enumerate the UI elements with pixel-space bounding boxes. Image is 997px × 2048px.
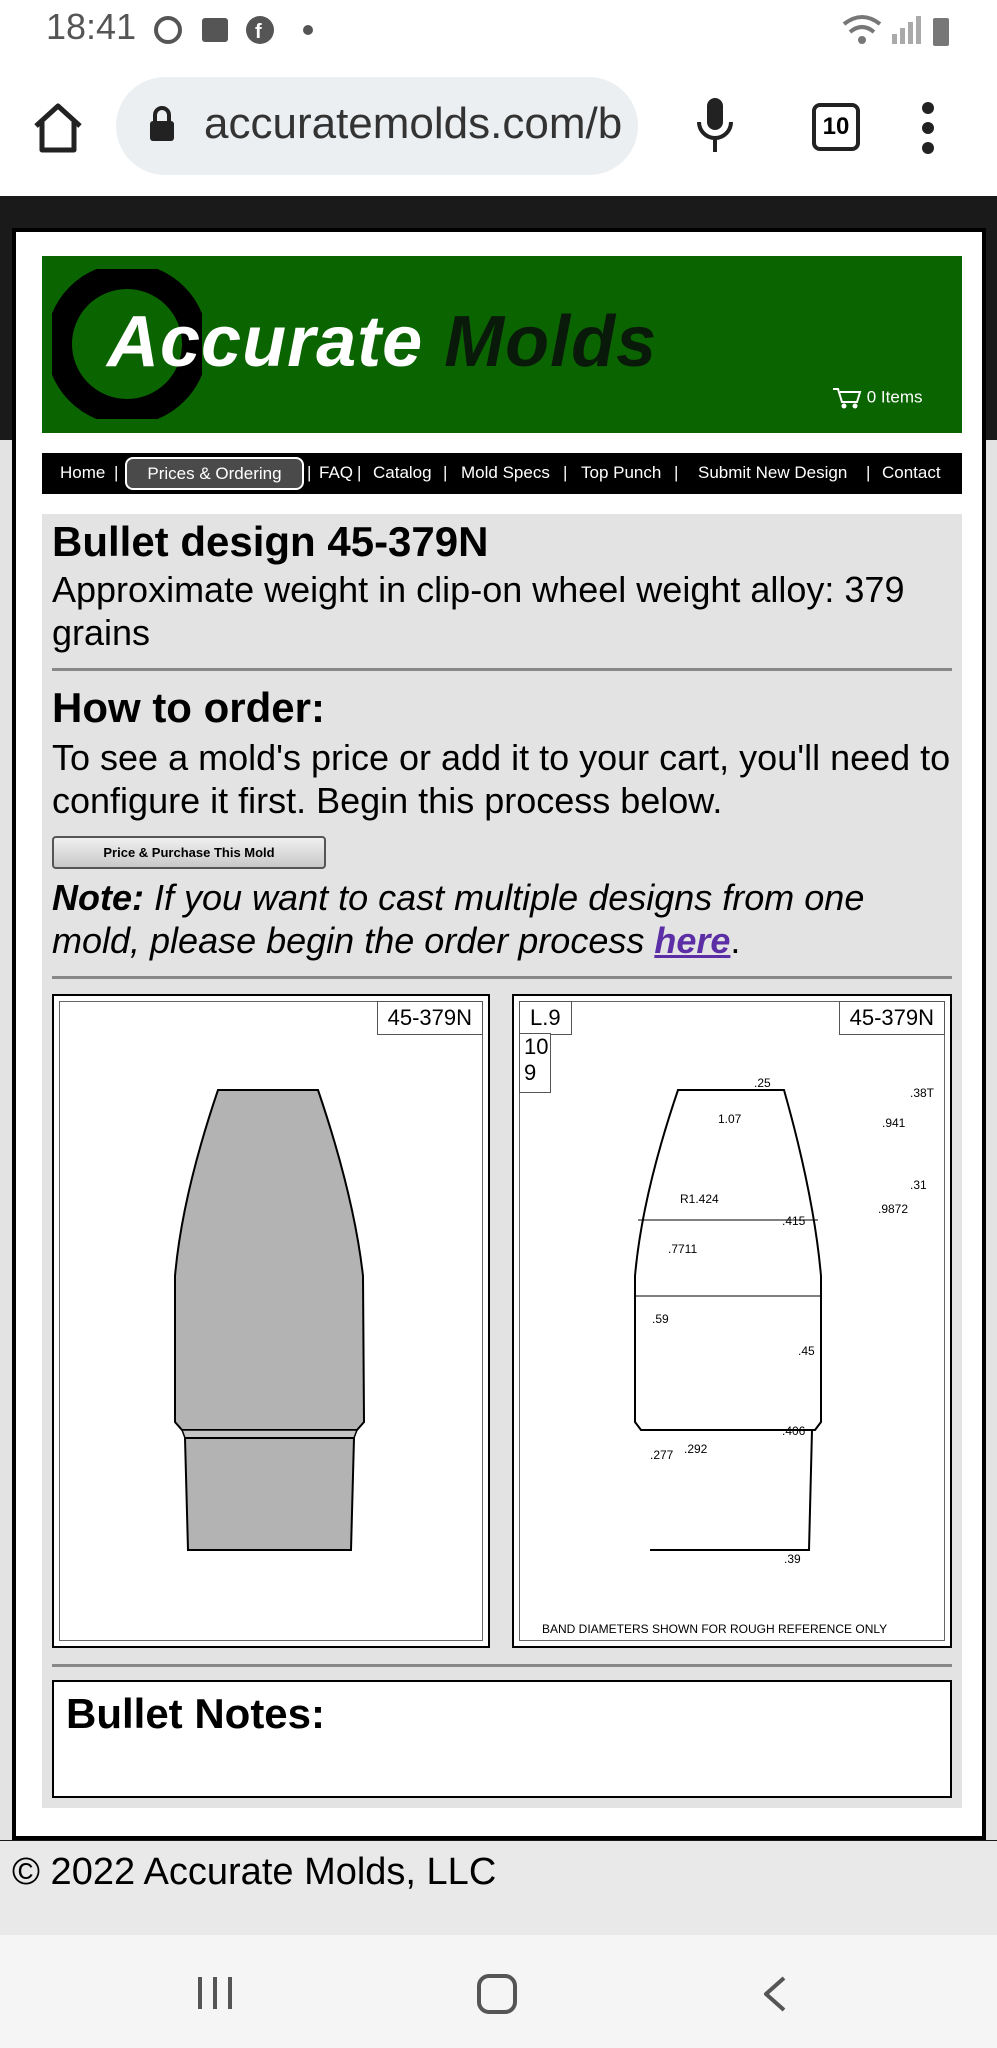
- notification-icons: [150, 12, 330, 48]
- microphone-icon[interactable]: [695, 96, 735, 156]
- battery-icon: [933, 18, 949, 46]
- dim-label: .45: [798, 1344, 815, 1358]
- bullet-outline: [514, 996, 950, 1646]
- design-tag: 45-379N: [839, 1001, 945, 1035]
- dim-label: .406: [782, 1424, 806, 1438]
- dim-label: .9872: [878, 1202, 909, 1216]
- divider: [52, 976, 952, 979]
- main-nav: [42, 453, 962, 494]
- logo-word-molds: Molds: [444, 302, 658, 382]
- tab-switcher-button[interactable]: 10: [812, 103, 860, 151]
- more-menu-icon[interactable]: [918, 100, 938, 156]
- dim-label: R1.424: [680, 1192, 719, 1206]
- url-bar[interactable]: [116, 77, 638, 175]
- order-heading: How to order:: [52, 684, 325, 731]
- nav-catalog[interactable]: Catalog: [373, 463, 432, 482]
- note-here-link[interactable]: here: [654, 920, 731, 961]
- dim-label: .941: [882, 1116, 906, 1130]
- status-time: 18:41: [46, 6, 137, 47]
- system-icons: [840, 12, 960, 48]
- nav-separator: |: [357, 463, 362, 482]
- dot-icon: [303, 25, 313, 35]
- site-footer: [0, 1841, 997, 1935]
- nav-contact[interactable]: Contact: [882, 463, 941, 482]
- weight-text: Approximate weight in clip-on wheel weight alloy: 379 grains: [52, 569, 905, 653]
- drawing-footer-note: BAND DIAMETERS SHOWN FOR ROUGH REFERENCE ONLY: [542, 1622, 888, 1636]
- nav-top-punch[interactable]: Top Punch: [581, 463, 662, 482]
- cart-icon: [832, 386, 862, 410]
- nav-separator: |: [866, 463, 871, 482]
- bullet-notes-title: Bullet Notes:: [66, 1690, 326, 1737]
- dim-label: .7711: [668, 1242, 698, 1256]
- site-header-banner: [42, 256, 962, 433]
- recent-apps-icon[interactable]: [196, 1975, 236, 2011]
- sync-icon: [156, 18, 180, 42]
- bullet-notes-box: [52, 1680, 952, 1798]
- svg-text:f: f: [255, 21, 262, 43]
- home-icon[interactable]: [30, 100, 86, 156]
- back-icon[interactable]: [760, 1975, 790, 2013]
- image-icon: [202, 18, 228, 42]
- nav-separator: |: [563, 463, 568, 482]
- nav-separator: |: [674, 463, 679, 482]
- nav-mold-specs[interactable]: Mold Specs: [461, 463, 550, 482]
- system-nav-bar: [0, 1935, 997, 2048]
- dim-label: .292: [684, 1442, 708, 1456]
- bullet-silhouette: [54, 996, 488, 1646]
- cart-count: 0 Items: [866, 387, 923, 407]
- nav-separator: |: [114, 463, 119, 482]
- bullet-silhouette-drawing: [52, 994, 490, 1648]
- divider: [52, 1664, 952, 1667]
- nav-faq[interactable]: FAQ: [319, 463, 354, 482]
- dim-label: 1.07: [718, 1112, 742, 1126]
- site-logo[interactable]: [107, 301, 657, 383]
- home-nav-icon[interactable]: [476, 1973, 518, 2015]
- note-paragraph: [52, 876, 952, 962]
- nav-separator: |: [307, 463, 312, 482]
- nav-prices-ordering[interactable]: Prices & Ordering: [125, 457, 304, 490]
- url-text: accuratemolds.com/b: [204, 99, 623, 148]
- copyright-text: © 2022 Accurate Molds, LLC: [12, 1851, 497, 1893]
- dim-label: .277: [650, 1448, 674, 1462]
- sub-tag-1: 10: [524, 1034, 549, 1059]
- dim-label: .25: [754, 1076, 771, 1090]
- note-end: .: [730, 920, 741, 961]
- bullet-dimension-drawing: [512, 994, 952, 1648]
- cart-link[interactable]: [832, 386, 922, 410]
- note-label: Note:: [52, 877, 144, 918]
- status-bar: [0, 0, 997, 60]
- sub-tag-2: 9: [524, 1060, 537, 1085]
- page-title: Bullet design 45-379N: [52, 518, 489, 565]
- dim-label: .38T: [910, 1086, 935, 1100]
- length-tag: L.9: [519, 1001, 572, 1035]
- divider: [52, 668, 952, 671]
- content-panel: [42, 514, 962, 1808]
- note-text: If you want to cast multiple designs from one mold, please begin the order process: [52, 877, 865, 961]
- dim-label: .415: [782, 1214, 806, 1228]
- lock-icon: [148, 105, 176, 143]
- browser-toolbar: [0, 60, 997, 196]
- nav-separator: |: [443, 463, 448, 482]
- nav-submit-design[interactable]: Submit New Design: [698, 463, 848, 482]
- wifi-icon: [844, 17, 880, 24]
- dim-label: .31: [910, 1178, 927, 1192]
- dim-label: .59: [652, 1312, 669, 1326]
- nav-home[interactable]: Home: [60, 463, 106, 482]
- price-purchase-button[interactable]: Price & Purchase This Mold: [52, 836, 326, 869]
- dim-label: .39: [784, 1552, 801, 1566]
- logo-word-accurate: Accurate: [107, 302, 424, 382]
- order-text: To see a mold's price or add it to your cart, you'll need to configure it first. Begin this process below.: [52, 737, 951, 821]
- design-tag: 45-379N: [377, 1001, 483, 1035]
- signal-icon: [892, 34, 897, 44]
